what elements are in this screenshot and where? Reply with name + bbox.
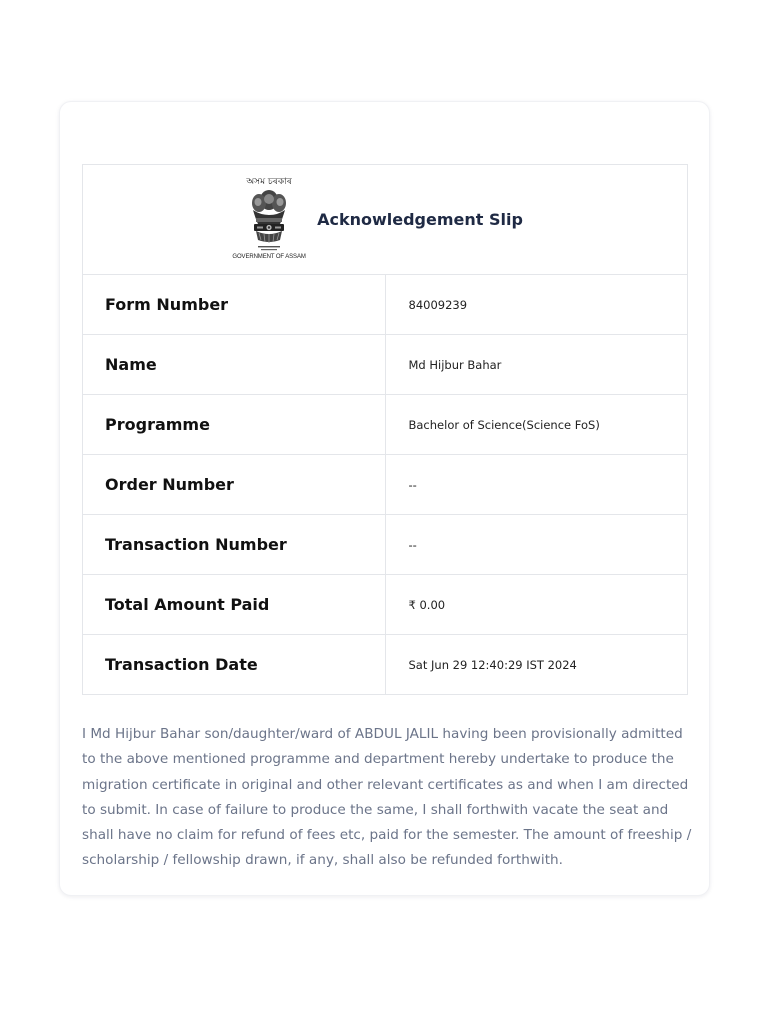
- page-title: Acknowledgement Slip: [317, 210, 523, 229]
- total-amount-paid-value: ₹ 0.00: [385, 575, 688, 635]
- transaction-date-value: Sat Jun 29 12:40:29 IST 2024: [385, 635, 688, 695]
- government-of-assam-emblem: [227, 177, 311, 263]
- emblem-bottom-text: GOVERNMENT OF ASSAM: [232, 253, 306, 260]
- transaction-number-value: --: [385, 515, 688, 575]
- table-row-transaction-date: [83, 635, 688, 695]
- form-number-label: Form Number: [83, 275, 386, 335]
- acknowledgement-table: [82, 164, 688, 695]
- table-row-name: [83, 335, 688, 395]
- programme-label: Programme: [83, 395, 386, 455]
- name-label: Name: [83, 335, 386, 395]
- table-row-total-amount-paid: [83, 575, 688, 635]
- declaration-text: I Md Hijbur Bahar son/daughter/ward of ABDUL JALIL having been provisionally admitted to the above mentioned programme and department hereby undertake to produce the migration certificate in original and other relevant certificates as and when I am directed to submit. In case of failure to produce the same, I shall forthwith vacate the seat and shall have no claim for refund of fees etc, paid for the semester. The amount of freeship / scholarship / fellowship drawn, if any, shall also be refunded forthwith.: [82, 726, 692, 869]
- table-row-transaction-number: [83, 515, 688, 575]
- programme-value: Bachelor of Science(Science FoS): [385, 395, 688, 455]
- slip-header: [83, 165, 688, 275]
- transaction-date-label: Transaction Date: [83, 635, 386, 695]
- table-row-form-number: [83, 275, 688, 335]
- order-number-label: Order Number: [83, 455, 386, 515]
- ashoka-lion-capital-icon: [244, 188, 294, 254]
- transaction-number-label: Transaction Number: [83, 515, 386, 575]
- form-number-value: 84009239: [385, 275, 688, 335]
- table-row-programme: [83, 395, 688, 455]
- emblem-top-text: অসম চৰকাৰ: [246, 176, 292, 187]
- acknowledgement-card: [59, 101, 710, 896]
- table-row-order-number: [83, 455, 688, 515]
- name-value: Md Hijbur Bahar: [385, 335, 688, 395]
- order-number-value: --: [385, 455, 688, 515]
- total-amount-paid-label: Total Amount Paid: [83, 575, 386, 635]
